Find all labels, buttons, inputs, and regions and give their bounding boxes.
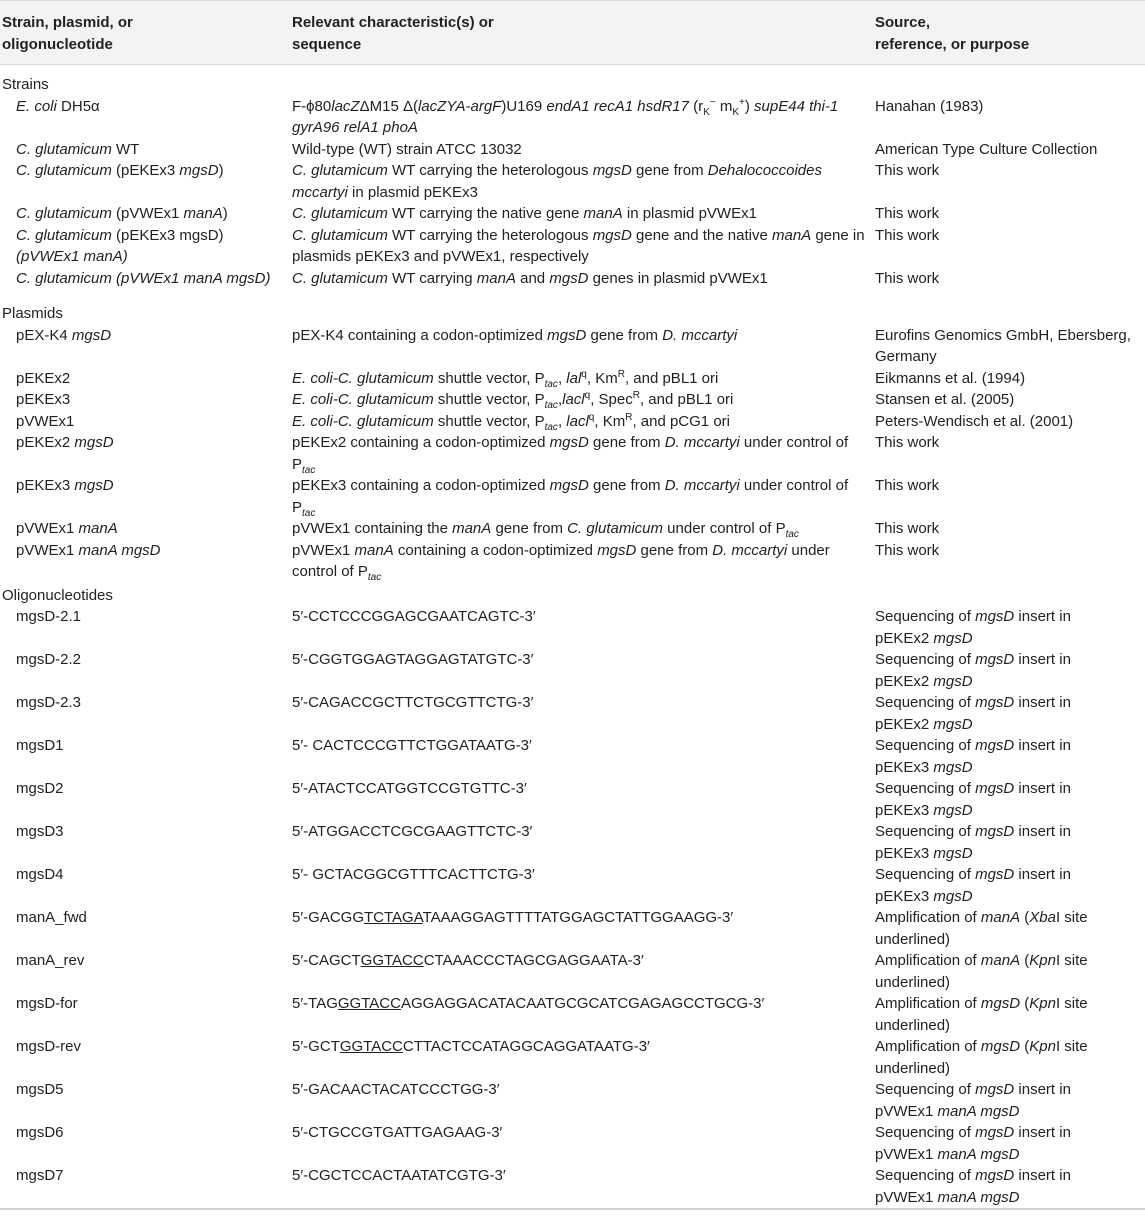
oligo-sequence: 5′-CGGTGGAGTAGGAGTATGTC-3′: [292, 651, 534, 668]
oligo-sequence: 5′-CTGCCGTGATTGAGAAG-3′: [292, 1124, 503, 1141]
plasmid-name: pEKEx3: [16, 391, 71, 408]
plasmid-name: pEX-K4 mgsD: [16, 326, 112, 344]
plasmid-source: This work: [875, 434, 940, 451]
table-row: [0, 325, 1145, 368]
plasmid-source: This work: [875, 541, 940, 559]
table-row: [0, 203, 1145, 225]
oligo-purpose: Sequencing of mgsD insert in pVWEx1 manA mgsD: [875, 1165, 1145, 1209]
strain-description: C. glutamicum WT carrying the native gene manA in plasmid pVWEx1: [292, 205, 757, 222]
strain-description: F-ϕ80lacZΔM15 Δ(lacZYA-argF)U169 endA1 recA1 hsdR17 ($r_K^-$ $m_K^+$) supE44 thi-1 gyrA96 relA1 phoA: [292, 96, 839, 136]
plasmid-name: pEKEx2: [16, 369, 71, 387]
oligo-name: mgsD6: [16, 1124, 64, 1141]
restriction-site: GGTACC: [360, 952, 424, 969]
section-strains: Strains: [2, 76, 49, 93]
restriction-site: GGTACC: [337, 995, 401, 1012]
oligo-purpose: Sequencing of mgsD insert in pEKEx3 mgsD: [875, 780, 1071, 819]
oligo-sequence: 5′-GACAACTACATCCCTGG-3′: [292, 1081, 500, 1098]
restriction-site: GGTACC: [339, 1038, 403, 1055]
table-row: [0, 606, 1145, 649]
oligo-sequence: 5′-CCTCCCGGAGCGAATCAGTC-3′: [292, 608, 536, 625]
oligo-name: mgsD4: [16, 866, 64, 883]
table-row: [0, 225, 1145, 268]
section-oligonucleotides: Oligonucleotides: [2, 586, 113, 604]
restriction-site: TCTAGA: [364, 909, 423, 926]
oligo-sequence: 5′-ATACTCCATGGTCCGTGTTC-3′: [292, 780, 527, 797]
oligo-name: mgsD-2.3: [16, 694, 82, 711]
oligo-purpose: Sequencing of mgsD insert in pVWEx1 manA mgsD: [875, 1081, 1071, 1120]
oligo-sequence: 5′-TAGGGTACCAGGAGGACATACAATGCGCATCGAGAGCCTGCG-3′: [292, 995, 765, 1012]
oligo-purpose: Amplification of manA (KpnI site underlined): [875, 952, 1088, 991]
table-row: [0, 139, 1145, 161]
plasmid-source: This work: [875, 520, 940, 537]
strain-description: C. glutamicum WT carrying the heterologous mgsD gene and the native manA gene in plasmids pEKEx3 and pVWEx1, respectively: [292, 226, 865, 265]
oligo-sequence: 5′-ATGGACCTCGCGAAGTTCTC-3′: [292, 823, 533, 840]
oligo-purpose: Sequencing of mgsD insert in pEKEx2 mgsD: [875, 694, 1071, 733]
strain-source: This work: [875, 226, 940, 244]
table-row: [0, 540, 1145, 583]
section-plasmids: Plasmids: [2, 305, 63, 322]
plasmid-source: This work: [875, 477, 940, 494]
table-row: [0, 1036, 1145, 1079]
table-row: [0, 368, 1145, 390]
strain-name: C. glutamicum (pVWEx1 manA mgsD): [16, 269, 271, 287]
table-row: [0, 411, 1145, 433]
strain-source: This work: [875, 269, 940, 287]
oligo-purpose: Sequencing of mgsD insert in pVWEx1 manA mgsD: [875, 1124, 1071, 1163]
oligo-sequence: 5′- CACTCCCGTTCTGGATAATG-3′: [292, 737, 532, 754]
oligo-name: mgsD-2.2: [16, 651, 82, 668]
oligo-sequence: 5′-CGCTCCACTAATATCGTG-3′: [292, 1165, 875, 1209]
plasmid-description: pVWEx1 containing the manA gene from C. glutamicum under control of $P_{tac}$: [292, 520, 799, 540]
oligo-name: mgsD7: [0, 1165, 292, 1209]
oligo-name: manA_rev: [16, 952, 85, 969]
plasmid-description: pEKEx3 containing a codon-optimized mgsD gene from D. mccartyi under control of $P_{tac}$: [292, 477, 849, 519]
table-row: [0, 692, 1145, 735]
oligo-purpose: Sequencing of mgsD insert in pEKEx3 mgsD: [875, 866, 1071, 905]
table-row: [0, 735, 1145, 778]
table-row: [0, 864, 1145, 907]
oligo-sequence: 5′- GCTACGGCGTTTCACTTCTG-3′: [292, 866, 535, 883]
oligo-name: mgsD-for: [16, 995, 78, 1012]
strain-name: C. glutamicum (pVWEx1 manA): [16, 205, 228, 222]
oligo-purpose: Sequencing of mgsD insert in pEKEx2 mgsD: [875, 651, 1071, 690]
oligo-name: manA_fwd: [16, 909, 87, 926]
plasmid-source: Stansen et al. (2005): [875, 391, 1015, 408]
table-row: [0, 160, 1145, 203]
oligo-name: mgsD1: [16, 737, 64, 754]
table-row: [0, 950, 1145, 993]
plasmid-description: E. coli-C. glutamicum shuttle vector, $P_{tac}$, lal$^q$, $Km^R$, and pBL1 ori: [292, 368, 719, 390]
oligo-purpose: Amplification of mgsD (KpnI site underlined): [875, 995, 1088, 1034]
strain-name: C. glutamicum (pEKEx3 mgsD): [16, 162, 224, 179]
header-col1: Strain, plasmid, or oligonucleotide: [0, 1, 292, 65]
oligo-sequence: 5′-CAGACCGCTTCTGCGTTCTG-3′: [292, 694, 534, 711]
strain-name: C. glutamicum (pEKEx3 mgsD) (pVWEx1 manA): [16, 226, 224, 265]
oligo-name: mgsD-rev: [16, 1038, 82, 1055]
strain-name: C. glutamicum WT: [16, 140, 140, 158]
strain-source: American Type Culture Collection: [875, 140, 1098, 158]
plasmid-description: E. coli-C. glutamicum shuttle vector, $P_{tac}$, lacl$^q$, $Km^R$, and pCG1 ori: [292, 411, 730, 433]
oligo-name: mgsD5: [16, 1081, 64, 1098]
plasmid-name: pEKEx3 mgsD: [16, 477, 114, 494]
oligo-purpose: Amplification of mgsD (KpnI site underlined): [875, 1038, 1088, 1077]
table-row: [0, 778, 1145, 821]
table-row: [0, 1165, 1145, 1209]
table-row: [0, 389, 1145, 411]
table-row: [0, 993, 1145, 1036]
table-row: [0, 96, 1145, 139]
strain-source: Hanahan (1983): [875, 97, 984, 115]
strain-source: This work: [875, 162, 940, 179]
oligo-sequence: 5′-CAGCTGGTACCCTAAACCCTAGCGAGGAATA-3′: [292, 952, 644, 969]
oligo-name: mgsD3: [16, 823, 64, 840]
table-header: [0, 1, 1145, 65]
oligo-purpose: Amplification of manA (XbaI site underlined): [875, 909, 1088, 948]
strain-description: C. glutamicum WT carrying manA and mgsD genes in plasmid pVWEx1: [292, 269, 768, 287]
plasmid-description: pEKEx2 containing a codon-optimized mgsD gene from D. mccartyi under control of $P_{tac}$: [292, 434, 849, 476]
strain-name: E. coli DH5α: [16, 97, 100, 115]
oligo-purpose: Sequencing of mgsD insert in pEKEx3 mgsD: [875, 737, 1071, 776]
table-row: [0, 907, 1145, 950]
plasmid-name: pVWEx1 manA: [16, 520, 118, 537]
strain-description: C. glutamicum WT carrying the heterologous mgsD gene from Dehalococcoides mccartyi in plasmid pEKEx3: [292, 162, 822, 201]
table-row: [0, 1122, 1145, 1165]
oligo-purpose: Sequencing of mgsD insert in pEKEx3 mgsD: [875, 823, 1071, 862]
table-row: [0, 649, 1145, 692]
plasmid-name: pVWEx1 manA mgsD: [16, 541, 161, 559]
plasmid-description: E. coli-C. glutamicum shuttle vector, $P_{tac},lacl^q$, Spec$^R$, and pBL1 ori: [292, 390, 734, 411]
plasmid-source: Peters-Wendisch et al. (2001): [875, 412, 1074, 430]
oligo-sequence: 5′-GACGGTCTAGATAAAGGAGTTTTATGGAGCTATTGGAAGG-3′: [292, 909, 734, 926]
table-row: [0, 475, 1145, 518]
table-row: [0, 518, 1145, 540]
table-row: [0, 1079, 1145, 1122]
table-row: [0, 821, 1145, 864]
plasmid-description: pVWEx1 manA containing a codon-optimized mgsD gene from D. mccartyi under control of $P_{tac}$: [292, 541, 830, 583]
table-row: [0, 432, 1145, 475]
strain-source: This work: [875, 205, 940, 222]
table-row: [0, 268, 1145, 290]
oligo-name: mgsD2: [16, 780, 64, 797]
plasmid-description: pEX-K4 containing a codon-optimized mgsD gene from D. mccartyi: [292, 326, 738, 344]
oligo-sequence: 5′-GCTGGTACCCTTACTCCATAGGCAGGATAATG-3′: [292, 1038, 650, 1055]
header-col2: Relevant characteristic(s) or sequence: [292, 1, 875, 65]
header-col3: Source, reference, or purpose: [875, 1, 1145, 65]
plasmid-name: pVWEx1: [16, 412, 75, 430]
strain-description: Wild-type (WT) strain ATCC 13032: [292, 140, 522, 158]
plasmid-source: Eurofins Genomics GmbH, Ebersberg, Germany: [875, 326, 1131, 365]
plasmid-name: pEKEx2 mgsD: [16, 434, 114, 451]
oligo-name: mgsD-2.1: [16, 608, 82, 625]
oligo-purpose: Sequencing of mgsD insert in pEKEx2 mgsD: [875, 608, 1071, 647]
plasmid-source: Eikmanns et al. (1994): [875, 369, 1026, 387]
